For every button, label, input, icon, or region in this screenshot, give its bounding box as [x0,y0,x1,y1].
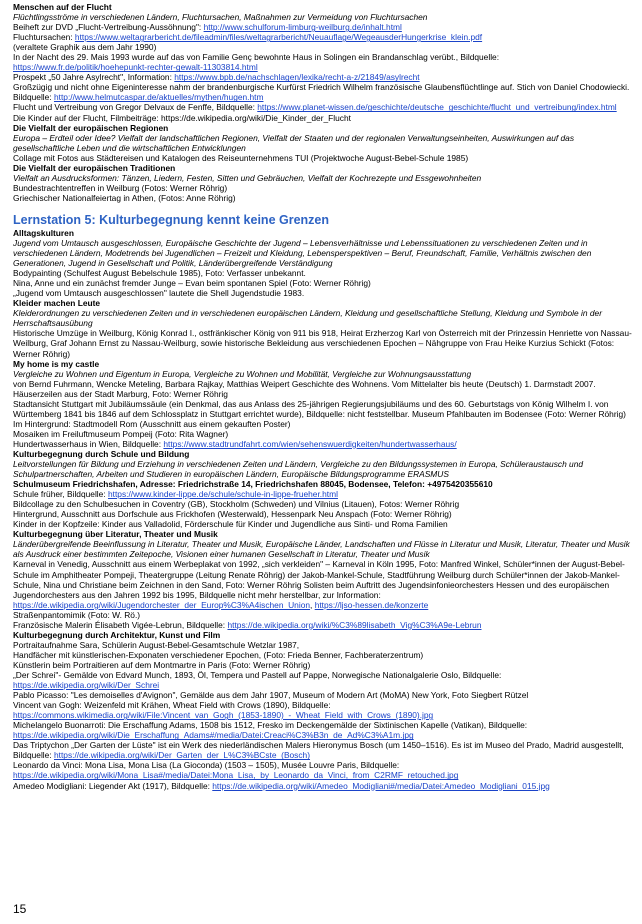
section-heading [13,163,633,173]
text-line [13,42,633,52]
section-summary [13,369,633,379]
source-link[interactable]: https://www.planet-wissen.de/geschichte/deutsche_geschichte/flucht_und_vertreibung/index.html [257,102,617,113]
line-text: Die Vielfalt der europäischen Traditionen [13,162,176,173]
line-text: Bildcollage zu den Schulbesuchen in Coventry (GB), Stockholm (Schweden) und Vilnius (Litauen), Fotos: Werner Röhrig [13,499,460,510]
text-line [13,379,633,389]
line-text: Flucht und Vertreibung von Gregor Delvaux de Fenffe, Bildquelle: [13,102,258,113]
line-text: Leonardo da Vinci: Mona Lisa, Mona Lisa (La Gioconda) (1503 – 1505), Musée Louvre Paris, Bildquelle: [13,760,400,771]
text-line [13,439,633,449]
source-link[interactable]: https://www.fr.de/politik/hoehepunkt-rechter-gewalt-11303814.html [13,62,258,73]
text-line [13,710,633,720]
source-link[interactable]: https://www.stadtrundfahrt.com/wien/sehenswuerdigkeiten/hundertwasserhaus/ [163,438,457,449]
text-line [13,419,633,429]
text-line [13,52,633,62]
source-link[interactable]: https://de.wikipedia.org/wiki/Die_Erschaffung_Adams#/media/Datei:Creaci%C3%B3n_de_Ad%C3%A1m.jpg [13,730,414,741]
line-text: Nina, Anne und ein zunächst fremder Junge – Evan beim spontanen Spiel (Foto: Werner Röhrig) [13,278,371,289]
text-line [13,670,633,690]
line-text: Griechischer Nationalfeiertag in Athen, (Fotos: Anne Röhrig) [13,192,236,203]
source-link[interactable]: https://de.wikipedia.org/wiki/Mona_Lisa#/media/Datei:Mona_Lisa,_by_Leonardo_da_Vinci,_from_C2RMF_retouched.jpg [13,770,459,781]
source-link[interactable]: https://de.wikipedia.org/wiki/Amedeo_Modigliani#/media/Datei:Amedeo_Modigliani_015.jpg [212,780,550,791]
text-line [13,193,633,203]
text-line [13,690,633,700]
line-text: von Bernd Fuhrmann, Wencke Meteling, Barbara Rajkay, Matthias Weipert Geschichte des Wohnens. Vom Mittelalter bis heute (Deutsch) 1. Darmstadt 2007. [13,378,596,389]
section-summary [13,238,633,268]
text-line [13,102,633,112]
source-link[interactable]: https://www.bpb.de/nachschlagen/lexika/recht-a-z/21849/asylrecht [174,72,420,83]
line-text: Amedeo Modigliani: Liegender Akt (1917), Bildquelle: [13,780,213,791]
line-text: Prospekt „50 Jahre Asylrecht", Information: [13,72,175,83]
line-text: Karneval in Venedig, Ausschnitt aus einem Werbeplakat von 1992, „sich verkleiden" – Karneval in Köln 1995, Foto: Manfred Winkel, Schüler*innen der August-Bebel-Schule im Amphitheater Pompeji, Theatergruppe (Leitung Renate Röhrig) der Jakob-Mankel-Schule, Stadtführung Weilburg durch Schüler*innen der Jakob-Mankel-Schule, Nina und Christiane beim Zeichnen in den Sand, Foto: Werner Röhrig Solisten beim Auftritt des Jugendsinfonieorchesters Hessen und des europäischen Jugendorchesters aus den Jahren 1992 bis 1995, Bildquelle nicht mehr herstellbar, zur Information: [13,559,625,600]
section-summary [13,173,633,183]
line-text: Großzügig und nicht ohne Eigeninteresse nahm der brandenburgische Kurfürst Friedrich Wilhelm französische Glaubensflüchtlinge auf. Stich von Daniel Chodowiecki. Bildquelle: [13,82,630,103]
text-line [13,288,633,298]
line-text: Hintergrund, Ausschnitt aus Dorfschule aus Frickhofen (Westerwald), Hessenpark Neu Anspach (Foto: Werner Röhrig) [13,509,452,520]
section-heading [13,479,633,489]
line-text: Vielfalt an Ausdrucksformen: Tänzen, Liedern, Festen, Sitten und Gebräuchen, Vielfalt der Kochrezepte und Essgewohnheiten [13,172,482,183]
line-text: Bundestrachtentreffen in Weilburg (Fotos: Werner Röhrig) [13,182,228,193]
document-body [13,2,633,791]
section-heading [13,630,633,640]
source-link[interactable]: https://ljso-hessen.de/konzerte [314,599,429,610]
text-line [13,700,633,710]
source-link[interactable]: https://www.kinder-lippe.de/schule/schule-in-lippe-frueher.html [107,489,338,500]
text-line [13,429,633,439]
text-line [13,770,633,780]
text-line [13,610,633,620]
text-line [13,328,633,358]
text-line [13,153,633,163]
line-text: Das Triptychon „Der Garten der Lüste" ist ein Werk des niederländischen Malers Hieronymus Bosch (um 1450–1516). Es ist im Museo del Prado, Madrid ausgestellt, Bildquelle: [13,740,624,761]
line-text: Europa – Erdteil oder Idee? Vielfalt der landschaftlichen Regionen, Vielfalt der Staaten und der regionalen Verwaltungseinheiten, Auswirkungen auf das gesellschaftliche Leben und die wirtschaftlichen Entwicklungen [13,132,575,153]
text-line [13,72,633,82]
line-text: Im Hintergrund: Stadtmodell Rom (Ausschnitt aus einem gekauften Poster) [13,418,291,429]
source-link[interactable]: https://de.wikipedia.org/wiki/Jugendorchester_der_Europ%C3%A4ischen_Union [13,599,311,610]
text-line [13,559,633,609]
text-line [13,183,633,193]
line-text: Schulmuseum Friedrichshafen, Adresse: Friedrichstraße 14, Friedrichshafen 88045, Bodensee, Telefon: +4975420355610 [13,479,493,490]
line-text: Vergleiche zu Wohnen und Eigentum in Europa, Vergleiche zu Wohnen und Mobilität, Vergleiche zur Wohnungsausstattung [13,368,472,379]
section-heading [13,123,633,133]
line-text: In der Nacht des 29. Mais 1993 wurde auf das von Familie Genç bewohnte Haus in Solingen ein Brandanschlag verübt., Bildquelle: [13,52,500,63]
line-text: Fluchtursachen: [13,32,75,43]
line-text: Kinder in der Kopfzeile: Kinder aus Valladolid, Förderschule für Kinder und Jugendliche aus Sinti- und Roma Familien [13,519,448,530]
line-text: Pablo Picasso: "Les demoiselles d'Avignon", Gemälde aus dem Jahr 1907, Museum of Modern Art (MoMA) New York, Foto Siegbert Rützel [13,690,529,701]
page-number: 15 [13,902,27,916]
source-link[interactable]: https://www.weltagrarbericht.de/fileadmin/files/weltagrarbericht/Neuauflage/WegeausderHungerkrise_klein.pdf [74,32,483,43]
section-heading [13,359,633,369]
text-line [13,22,633,32]
line-text: Länderübergreifende Beeinflussung in Literatur, Theater und Musik, Europäische Länder, Landschaften und Flüsse in Literatur und Musik, Literatur, Theater und Musik als Ausdruck einer bestimmten Zeitepoche, Visionen einer humanen Gesellschaft in Literatur, Theater und Musik [13,539,630,560]
text-line [13,389,633,399]
line-text: Kleider machen Leute [13,298,101,309]
text-line [13,32,633,42]
line-text: My home is my castle [13,358,100,369]
section-summary [13,459,633,479]
section-heading [13,529,633,539]
text-line [13,760,633,770]
line-text: Jugend vom Umtausch ausgeschlossen, Europäische Geschichte der Jugend – Lebensverhältnisse und Lebenssituationen zu verschiedenen Zeiten und in verschiedenen Ländern, Modetrends bei Jugendlichen – Freizeit und Kleidung, Lebensperspektiven – Beruf, Freundschaft, Familie, Verhältnis zwischen den Generationen, Jugend in Gesellschaft und Politik, Länderübergreifende Verständigung [13,237,592,269]
text-line [13,660,633,670]
text-line [13,740,633,760]
section-heading [13,228,633,238]
text-line [13,509,633,519]
text-line [13,82,633,102]
section-summary [13,133,633,153]
section-summary [13,308,633,328]
chapter-heading [13,213,633,228]
text-line [13,620,633,630]
line-text: Häuserzeilen aus der Stadt Marburg, Foto: Werner Röhrig [13,388,228,399]
source-link[interactable]: http://www.helmutcaspar.de/aktuelles/mythen/hugen.htm [53,92,264,103]
text-line [13,268,633,278]
text-line [13,499,633,509]
section-heading [13,449,633,459]
line-text: , [310,599,315,610]
line-text: Portraitaufnahme Sara, Schülerin August-Bebel-Gesamtschule Wetzlar 1987, [13,639,300,650]
text-line [13,489,633,499]
line-text: Straßenpantomimik (Foto: W. Rö.) [13,609,141,620]
line-text: Lernstation 5: Kulturbegegnung kennt keine Grenzen [13,212,330,227]
line-text: „Der Schrei"- Gemälde von Edvard Munch, 1893, Öl, Tempera und Pastell auf Pappe, Norwegische Nationalgalerie Oslo, Bildquelle: [13,670,502,680]
line-text: Die Vielfalt der europäischen Regionen [13,122,169,133]
line-text: Leitvorstellungen für Bildung und Erziehung in verschiedenen Zeiten und Ländern, Vergleiche zu den Bildungssystemen in Europa, Schüleraustausch und Schulpartnerschaften, Arbeiten und Studieren in europäischen Ländern, Europäische Bildungsprogramme ERASMUS [13,459,584,480]
source-link[interactable]: https://commons.wikimedia.org/wiki/File:Vincent_van_Gogh_(1853-1890)_-_Wheat_Field_with_Crows_(1890).jpg [13,710,434,721]
text-line [13,113,633,123]
line-text: Menschen auf der Flucht [13,2,112,12]
text-line [13,650,633,660]
section-heading [13,2,633,12]
text-line [13,399,633,419]
line-text: Mosaiken im Freiluftmuseum Pompeij (Foto: Rita Wagner) [13,428,229,439]
line-text: „Jugend vom Umtausch ausgeschlossen" lautete die Shell Jugendstudie 1983. [13,288,305,299]
line-text: Flüchtlingsströme in verschiedenen Ländern, Fluchtursachen, Maßnahmen zur Vermeidung von Fluchtursachen [13,12,428,23]
line-text: (veraltete Graphik aus dem Jahr 1990) [13,42,157,53]
line-text: Hundertwasserhaus in Wien, Bildquelle: [13,438,164,449]
line-text: Kulturbegegnung durch Architektur, Kunst und Film [13,629,221,640]
line-text: Schule früher, Bildquelle: [13,489,108,500]
section-heading [13,298,633,308]
text-line [13,640,633,650]
line-text: Kulturbegegnung über Literatur, Theater und Musik [13,529,218,540]
line-text: Bodypainting (Schulfest August Bebelschule 1985), Foto: Verfasser unbekannt. [13,268,306,279]
source-link[interactable]: https://de.wikipedia.org/wiki/Der_Garten_der_L%C3%BCste_(Bosch) [53,750,311,761]
source-link[interactable]: https://de.wikipedia.org/wiki/Der_Schrei [13,680,160,691]
source-link[interactable]: http://www.schulforum-limburg-weilburg.de/inhalt.html [203,22,402,33]
line-text: Beiheft zur DVD „Flucht-Vertreibung-Aussöhnung": [13,22,204,33]
line-text: Collage mit Fotos aus Städtereisen und Katalogen des Reiseunternehmens TUI (Projektwoche August-Bebel-Schule 1985) [13,152,469,163]
line-text: Künstlerin beim Portraitieren auf dem Montmartre in Paris (Foto: Werner Röhrig) [13,659,311,670]
line-text: Stadtansicht Stuttgart mit Jubiläumssäule (ein Denkmal, das aus Anlass des 25-jährigen Regierungsjubiläums und des 60. Geburtstags von König Wilhelm I. von Württemberg 1841 bis 1846 auf dem Schlossplatz in Stuttgart errichtet wurde), Bildquelle: nicht feststellbar. Museum Pfahlbauten im Bodensee (Foto: Werner Röhrig) [13,398,626,419]
text-line [13,62,633,72]
line-text: Die Kinder auf der Flucht, Filmbeiträge: https://de.wikipedia.org/wiki/Die_Kinder_der_Flucht [13,112,351,123]
text-line [13,720,633,740]
line-text: Handfächer mit künstlerischen-Exponaten verschiedener Epochen, (Foto: Frieda Benner, Fachberaterzentrum) [13,649,424,660]
text-line [13,781,633,791]
text-line [13,519,633,529]
line-text: Französische Malerin Élisabeth Vigée-Lebrun, Bildquelle: [13,619,228,630]
line-text: Kulturbegegnung durch Schule und Bildung [13,448,190,459]
line-text: Alltagskulturen [13,227,74,238]
line-text: Michelangelo Buonarroti: Die Erschaffung Adams, 1508 bis 1512, Fresko im Deckengemälde der Sixtinischen Kapelle (Vatikan), Bildquelle: [13,720,528,731]
section-summary [13,12,633,22]
section-summary [13,539,633,559]
source-link[interactable]: https://de.wikipedia.org/wiki/%C3%89lisabeth_Vig%C3%A9e-Lebrun [227,619,482,630]
line-text: Kleiderordnungen zu verschiedenen Zeiten und in verschiedenen europäischen Ländern, Kleidung und gesellschaftliche Stellung, Kleidung und Symbole in der Herrschaftsausübung [13,308,602,329]
line-text: Historische Umzüge in Weilburg, König Konrad I., ostfränkischer König von 911 bis 918, Heirat Erzherzog Karl von Österreich mit der Prinzessin Henriette von Nassau-Weilburg, Graf Johann Ernst zu Nassau-Weilburg, sowie historische Bekleidung aus verschiedenen Epochen – Nähgruppe von Frau Heike Kurzius Schickt (Fotos: Werner Röhrig) [13,328,632,359]
line-text: Vincent van Gogh: Weizenfeld mit Krähen, Wheat Field with Crows (1890), Bildquelle: [13,700,331,711]
text-line [13,278,633,288]
